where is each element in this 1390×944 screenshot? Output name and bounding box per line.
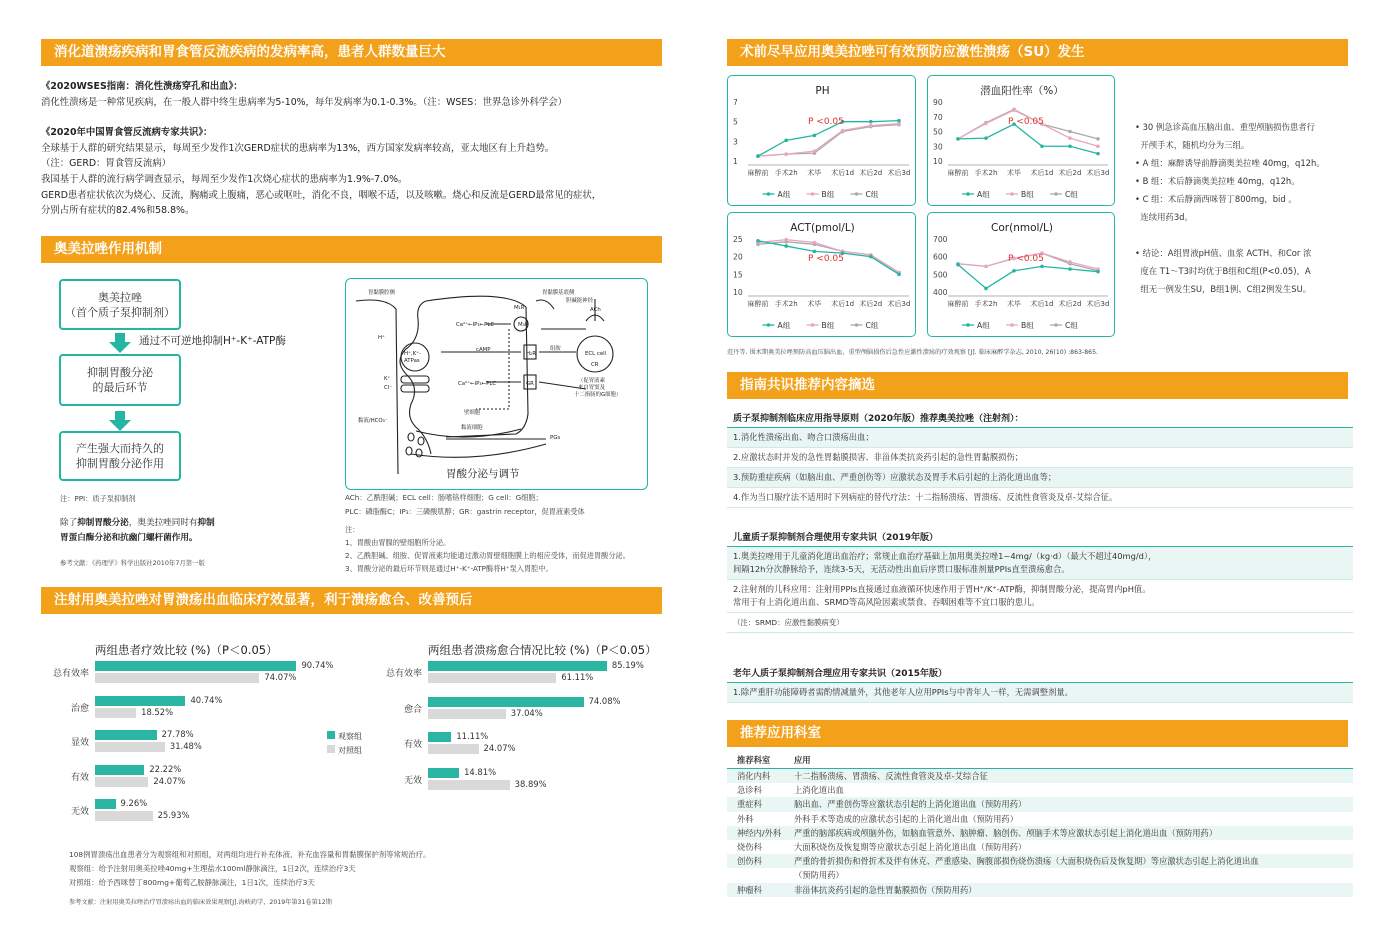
section-header-incidence: 消化道溃疡疾病和胃食管反流疾病的发病率高，患者人群数量巨大 [41,39,662,66]
department-name: 烧伤科 [737,841,762,852]
bar-chart-2-title: 两组患者溃疡愈合情况比较 (%)（P＜0.05） [428,643,657,657]
legend-label: C组 [1065,321,1078,330]
study-summary-line: • 结论：A组胃液pH值、血浆 ACTH、和Cor 浓 [1135,248,1312,258]
series-point [1068,136,1072,140]
legend-marker [811,323,815,327]
series-point [1012,108,1016,112]
bar-value-label: 24.07% [153,775,186,786]
department-row [727,883,1353,897]
legend-marker [966,192,970,196]
x-tick-label: 手术2h [974,300,998,308]
series-point [1012,269,1016,273]
x-tick-label: 手术2h [774,300,798,308]
bar-control [95,742,165,752]
label-m3: M₃R [518,322,529,328]
bar-control [428,780,510,790]
notes-line-1: 1、胃酸由胃腺的壁细胞所分泌。 [345,538,451,547]
department-row [727,783,1353,797]
guideline-block-title: 儿童质子泵抑制剂合理使用专家共识（2019年版） [727,529,1353,547]
cell-boundary-left [400,301,431,454]
legend-marker [1010,323,1014,327]
legend-observation: 观察组 [327,731,362,742]
department-name [727,868,794,882]
x-tick-label: 术毕 [807,169,822,177]
label-kplus: K⁺ [384,376,391,382]
series-line [958,110,1098,146]
department-row [727,840,1353,854]
series-point [1068,267,1072,271]
series-point [784,139,788,143]
series-point [869,120,873,124]
label-basal: 胃黏膜基底侧 [542,290,575,296]
guideline-block-elderly [727,665,1353,703]
guideline-row: 2.应激状态时并发的急性胃黏膜损害、非甾体类抗炎药引起的急性胃黏膜损伤； [727,448,1353,468]
bar-observation [95,661,296,671]
label-h2: H₂R [526,351,536,357]
legend-marker [1054,192,1058,196]
guideline-block-2020 [727,410,1353,508]
bar-control [95,811,153,821]
bar-value-label: 74.08% [588,695,621,706]
guideline-row: 3.预防重症疾病（如脑出血、严重创伤等）应激状态及胃手术后引起的上消化道出血等； [727,468,1353,488]
line-chart-occult-box [927,75,1115,206]
y-tick-label: 7 [733,98,738,107]
x-tick-label: 术后3d [887,169,911,177]
y-tick-label: 50 [933,127,943,137]
study-summary-line: • C 组：术后静滴西咪替丁800mg，bid 。 [1135,194,1297,204]
bar-value-label: 61.11% [561,672,594,682]
department-rows [727,769,1353,897]
y-tick-label: 500 [933,270,948,280]
series-point [1068,260,1072,264]
legend-label: C组 [865,190,879,199]
x-tick-label: 手术2h [974,169,998,177]
x-tick-label: 术后3d [887,300,911,308]
dashed-path [476,329,509,409]
notes-line-3: 3、胃酸分泌的最后环节则是通过H⁺-K⁺-ATP酶将H⁺泵入胃腔中。 [345,564,553,573]
bar-control [95,708,136,718]
line-chart-title: ACT(pmol/L) [790,222,855,234]
department-name: 重症科 [737,799,762,810]
x-tick-label: 术后3d [1086,169,1110,177]
legend-marker [767,323,771,327]
p-value-annotation: P <0.05 [808,254,844,264]
label-lumen: 胃黏膜腔侧 [368,290,395,296]
study-desc-2: 观察组：给予注射用奥美拉唑40mg+生理盐水100ml静脉滴注，1日2次，连续治疗3天 [69,864,356,873]
y-tick-label: 3 [733,137,738,147]
series-point [1096,270,1100,274]
study-summary-line: 组无一例发生SU，B组1例、C组2例发生SU。 [1135,284,1312,294]
channel-1 [401,376,429,383]
x-tick-label: 术后1d [831,300,855,308]
department-name: 肿瘤科 [737,884,762,895]
series-point [984,287,988,291]
department-use: 严重的骨折损伤和骨折术及伴有休克、严重感染、胸腹部损伤烧伤溃疡（大面积烧伤后及恢复期）等应激状态引起上消化道出血 [794,856,1259,867]
x-tick-label: 麻醉前 [747,169,769,177]
guideline-block-title: 质子泵抑制剂临床应用指导原则（2020年版）推荐奥美拉唑（注射剂）： [727,410,1353,428]
bar-control [95,777,148,787]
guideline-row: （注：SRMD：应激性黏膜病变） [727,613,1353,633]
diagram-caption: 胃酸分泌与调节 [446,468,520,480]
department-name: 创伤科 [737,856,762,867]
series-point [756,154,760,158]
label-gr: GR [526,381,534,387]
study-desc-3: 对照组：给予西咪替丁800mg+葡萄乙胺静脉滴注，1日1次，连续治疗3天 [69,878,315,887]
bar-value-label: 37.04% [510,707,543,718]
bar-observation [95,799,116,809]
department-table [727,752,1353,897]
gerd-line-2: （注：GERD：胃食管反流病） [41,158,172,169]
label-gastrin-2: 来自胃窦及 [578,385,605,391]
x-tick-label: 术毕 [807,300,822,308]
mucus-dot-1 [408,433,414,441]
series-line [958,265,1098,289]
study-summary-line: 开颅手术，随机均分为三组。 [1135,140,1250,150]
line-chart-cor-box [927,212,1115,337]
y-tick-label: 400 [933,288,948,297]
bar-category-label: 无效 [403,775,422,786]
department-row [727,797,1353,811]
mechanism-desc-2: 胃蛋白酶分泌和抗幽门螺杆菌作用。 [60,533,198,543]
legend-label: B组 [821,190,835,199]
bar-control [428,673,556,683]
mechanism-desc-1: 除了抑制胃酸分泌，奥美拉唑同时有抑制 [60,518,215,528]
bar-value-label: 90.74% [301,660,334,670]
department-use: （预防用药） [794,870,844,881]
department-use: 大面积烧伤及恢复期等应激状态引起上消化道出血（预防用药） [794,841,1027,852]
legend-label: A组 [977,190,990,199]
efficacy-reference: 参考文献：注射用奥美拉唑治疗胃溃疡出血的临床效果观察[J].海峡药学，2019年第31卷第12期 [69,899,332,906]
section-header-departments: 推荐应用科室 [727,720,1348,747]
legend-marker [767,192,771,196]
series-point [897,119,901,123]
section-header-su: 术前尽早应用奥美拉唑可有效预防应激性溃疡（SU）发生 [727,39,1348,66]
bar-category-label: 总有效率 [52,669,89,679]
series-point [1068,144,1072,148]
department-name: 神经内/外科 [737,827,782,838]
series-point [784,238,788,242]
legend-label: B组 [821,321,835,330]
label-cr: CR [591,362,599,368]
series-point [1040,144,1044,148]
x-tick-label: 术后2d [859,169,883,177]
diagram-svg [346,279,648,490]
series-point [956,263,960,267]
department-use: 严重的脑部疾病或颅脑外伤，如脑血管意外、脑肿瘤、脑创伤、颅脑手术等应激状态引起上消化道出血（预防用药） [794,827,1218,838]
bar-value-label: 25.93% [157,810,190,820]
study-summary-line: 连续用药3d。 [1135,212,1193,222]
study-summary-line: • A 组：麻醉诱导前静滴奥美拉唑 40mg，q12h。 [1135,158,1325,168]
line-chart-act-box [727,212,916,337]
x-tick-label: 术后1d [1030,169,1054,177]
series-point [813,149,817,153]
bar-category-label: 有效 [70,772,89,783]
label-cl: Cl⁻ [384,385,393,391]
label-atpase-2: ATPas [404,358,420,364]
study-desc-1: 108例胃溃疡出血患者分为观察组和对照组，对两组均进行补充体液、补充血容量和胃黏膜保护剂等常规治疗。 [69,850,431,859]
bar-category-label: 总有效率 [385,669,422,679]
line-chart-ph [728,76,916,206]
gastric-acid-diagram [345,278,648,490]
abbr-line-1: ACh：乙酰胆碱；ECL cell：肠嗜铬样细胞；G cell：G细胞； [345,493,543,502]
label-ca2: Ca²⁺←IP₃←PLC [458,381,497,387]
bar-observation [95,696,185,706]
study-summary-line [1135,226,1325,244]
department-use: 外科手术等造成的应激状态引起的上消化道出血（预防用药） [794,813,1019,824]
bar-category-label: 有效 [403,740,422,750]
bar-value-label: 85.19% [611,660,644,670]
y-tick-label: 70 [933,112,943,122]
section-header-mechanism: 奥美拉唑作用机制 [41,236,662,263]
label-gastrin-1: （促胃液素 [578,378,605,384]
mucus-dot-2 [418,437,424,445]
label-ecl: ECL cell [585,351,607,357]
series-point [1096,152,1100,156]
y-tick-label: 30 [933,142,943,152]
bar-observation [95,765,144,775]
guideline-row: 4.作为当口服疗法不适用时下列病症的替代疗法：十二指肠溃疡、胃溃疡、反流性食管炎及卓-艾综合征。 [727,488,1353,508]
series-point [897,273,901,277]
series-point [784,244,788,248]
guideline-block-children [727,529,1353,633]
department-row [727,826,1353,840]
y-tick-label: 600 [933,252,948,262]
flow-box-effect: 产生强大而持久的 抑制胃酸分泌作用 [59,431,181,481]
bar-observation [95,730,157,740]
flow-arrow-2 [109,420,131,431]
bar-value-label: 14.81% [464,766,497,777]
department-use: 非甾体抗炎药引起的急性胃黏膜损伤（预防用药） [794,884,977,895]
guideline-row: 1.消化性溃疡出血、吻合口溃疡出血； [727,428,1353,448]
department-name: 外科 [737,813,754,824]
y-tick-label: 90 [933,98,943,107]
mechanism-reference: 参考文献：《药理学》科学出版社2010年7月第一版 [60,559,205,567]
bar-observation [428,768,459,778]
study-summary [1135,118,1325,298]
bar-value-label: 74.07% [264,672,297,682]
legend-label: B组 [1021,190,1034,199]
legend-label: A组 [777,190,791,199]
bar-value-label: 27.78% [161,729,194,739]
bar-value-label: 24.07% [483,743,516,753]
legend-label: C组 [865,321,879,330]
bar-value-label: 9.26% [120,798,148,808]
series-point [841,129,845,133]
x-tick-label: 术毕 [1007,169,1021,177]
bar-value-label: 11.11% [456,731,489,741]
department-row [727,854,1353,868]
su-reference: 范丹等. 围术期奥美拉唑预防高血压脑出血、重型颅脑损伤后急性应激性溃疡的疗效观察 [J]. 临床麻醉学杂志, 2010, 26(10) :863-865. [727,349,1098,356]
bar-observation [428,697,584,707]
series-point [813,250,817,254]
legend-marker [966,323,970,327]
abbr-line-2: PLC：磷脂酶C；IP₃：三磷酸肌醇；GR：gastrin receptor，促胃液素受体 [345,507,585,516]
notes-line-2: 2、乙酰胆碱、组胺、促胃液素均能通过激动胃壁细胞膜上的相应受体，而促进胃酸分泌。 [345,551,630,560]
surface-cell-line [411,444,546,457]
department-name: 急诊科 [737,785,762,796]
line-chart-occult [928,76,1115,206]
x-tick-label: 麻醉前 [747,300,769,308]
line-chart-ph-box [727,75,916,206]
department-use: 十二指肠溃疡、胃溃疡、反流性食管炎及卓-艾综合征 [794,771,988,781]
flow-box-inhibit: 抑制胃酸分泌 的最后环节 [59,354,181,406]
label-camp: cAMP [476,347,491,353]
department-row [727,769,1353,783]
bar-control [95,673,259,683]
x-tick-label: 麻醉前 [947,169,969,177]
x-tick-label: 术后1d [1030,300,1054,308]
label-m1: M₁R [514,305,525,311]
guideline-title-wses: 《2020WSES指南：消化性溃疡穿孔和出血》： [41,81,243,92]
series-point [984,122,988,126]
guideline-row: 1.除严重肝功能障碍者需酌情减量外，其他老年人应用PPIs与中青年人一样，无需调整剂量。 [727,683,1353,703]
legend-control: 对照组 [327,745,362,756]
mucus-dot-3 [406,447,412,455]
legend-marker [1054,323,1058,327]
line-chart-cor [928,213,1115,337]
gerd-line-3: 我国基于人群的流行病学调查显示，每周至少发作1次烧心症状的患病率为1.9%-7.0%。 [41,174,408,185]
section-header-efficacy: 注射用奥美拉唑对胃溃疡出血临床疗效显著，利于溃疡愈合、改善预后 [41,587,662,614]
y-tick-label: 20 [733,252,743,262]
flow-box-omeprazole: 奥美拉唑 （首个质子泵抑制剂） [59,279,181,330]
y-tick-label: 10 [933,157,943,166]
bar-category-label: 愈合 [403,704,422,715]
label-pgs: PGs [550,435,561,441]
series-point [813,241,817,245]
label-nerve: 胆碱能神经 [566,298,593,304]
series-point [784,152,788,156]
series-point [1096,137,1100,141]
guideline-text-wses: 消化性溃疡是一种常见疾病，在一般人群中终生患病率为5-10%，每年发病率为0.1-0.3%。（注：WSES：世界急诊外科学会） [41,97,567,108]
x-tick-label: 术后3d [1086,300,1110,308]
bar-category-label: 显效 [70,738,89,748]
mucosa-right-line [536,300,554,309]
study-summary-line: 度在 T1～T3时均优于B组和C组(P<0.05)，A [1135,266,1311,276]
label-surface: 黏液细胞 [461,425,483,431]
guideline-row: 2.注射剂的儿科应用：注射用PPIs直接通过血液循环快速作用于胃H⁺/K⁺-ATP酶，抑制胃酸分泌，提高胃内pH值。 常用于有上消化道出血、SRMD等高风险因素或禁食、吞咽困难等不宜口服的患儿。 [727,580,1353,613]
notes-title: 注： [345,525,360,534]
p-value-annotation: P <0.05 [1008,117,1044,127]
series-point [956,137,960,141]
legend-marker [811,192,815,196]
department-use: 脑出血、严重创伤等应激状态引起的上消化道出血（预防用药） [794,799,1027,810]
legend-label: C组 [1065,190,1078,199]
bar-value-label: 38.89% [514,778,547,789]
label-ca1: Ca²⁺←IP₃←PLC [456,322,495,328]
label-gastrin-3: 十二指肠的G细胞） [574,392,622,398]
y-tick-label: 700 [933,235,948,244]
label-ach-top: ACh [590,307,601,313]
x-tick-label: 术后1d [831,169,855,177]
y-tick-label: 1 [733,157,738,166]
bar-value-label: 22.22% [149,763,182,774]
series-point [869,255,873,259]
department-name: 消化内科 [737,771,771,781]
mucus-dot-4 [416,449,422,457]
series-point [1068,130,1072,134]
department-use: 上消化道出血 [794,785,844,796]
flow-arrow-1 [109,342,131,353]
series-point [984,265,988,269]
atpase-circle [401,343,429,371]
bar-chart-1-title: 两组患者疗效比较 (%)（P＜0.05） [95,643,278,657]
legend-marker [1010,192,1014,196]
bar-category-label: 治愈 [70,703,89,714]
series-point [756,239,760,243]
bar-control [428,709,506,719]
department-row [727,868,1353,882]
note-ppi: 注：PPI：质子泵抑制剂 [60,494,136,503]
department-row [727,812,1353,826]
study-summary-line: • B 组：术后静滴奥美拉唑 40mg，q12h。 [1135,176,1300,186]
bar-value-label: 31.48% [169,741,202,751]
label-histamine: 组胺 [550,346,561,352]
series-line [958,124,1098,154]
label-wall: 壁细胞 [464,410,481,416]
guideline-title-gerd: 《2020年中国胃食管反流病专家共识》： [41,127,213,138]
bar-control [428,744,479,754]
line-chart-act [728,213,916,337]
x-tick-label: 麻醉前 [947,300,969,308]
study-summary-line: • 30 例急诊高血压脑出血、重型颅脑损伤患者行 [1135,122,1316,132]
p-value-annotation: P <0.05 [1008,254,1044,264]
legend-marker [855,192,859,196]
label-mucus: 黏液/HCO₃⁻ [358,418,388,424]
legend-label: A组 [977,321,990,330]
x-tick-label: 术后2d [859,300,883,308]
y-tick-label: 25 [733,235,743,244]
gerd-line-1: 全球基于人群的研究结果显示，每周至少发作1次GERD症状的患病率为13%，西方国家发病率较高，亚太地区有上升趋势。 [41,143,555,154]
guideline-row: 1.奥美拉唑用于儿童消化道出血治疗；常规止血治疗基础上加用奥美拉唑1~4mg/（kg·d）（最大不超过40mg/d）， 间隔12h分次静脉给予，连续3-5天，无活动性出血后序贯口服标准剂量PPIs直至溃疡愈合。 [727,547,1353,580]
bar-category-label: 无效 [70,807,89,817]
bar-value-label: 18.52% [141,706,174,717]
x-tick-label: 术后2d [1058,300,1082,308]
y-tick-label: 15 [733,270,743,280]
series-point [984,136,988,140]
p-value-annotation: P <0.05 [808,117,844,127]
series-point [813,134,817,138]
series-point [1040,265,1044,269]
x-tick-label: 手术2h [774,169,798,177]
legend-label: A组 [777,321,791,330]
line-chart-title: 潜血阳性率（%） [980,85,1064,97]
series-point [869,124,873,128]
legend-marker [855,323,859,327]
gerd-line-4: GERD患者症状依次为烧心、反流，胸痛或上腹痛，恶心或呕吐，消化不良，咽喉不适，以及咳嗽。烧心和反流是GERD最常见的症状， [41,190,602,201]
label-atpase-1: H⁺,K⁺- [404,351,421,357]
label-hplus: H⁺ [378,335,385,341]
bar-value-label: 40.74% [190,694,223,705]
bar-observation [428,661,607,671]
y-tick-label: 5 [733,117,738,127]
guideline-block-title: 老年人质子泵抑制剂合理应用专家共识（2015年版） [727,665,1353,683]
y-tick-label: 10 [733,288,743,297]
x-tick-label: 术后2d [1058,169,1082,177]
department-table-header: 推荐科室 应用 [727,752,1353,769]
section-header-guidelines: 指南共识推荐内容摘选 [727,372,1348,399]
series-point [1096,144,1100,148]
legend-label: B组 [1021,321,1034,330]
flow-arrow-text: 通过不可逆地抑制H⁺-K⁺-ATP酶 [139,335,286,347]
line-chart-title: Cor(nmol/L) [991,222,1053,234]
gerd-line-5: 分别占所有症状的82.4%和58.8%。 [41,205,195,216]
bar-observation [428,732,451,742]
line-chart-title: PH [815,85,830,97]
x-tick-label: 术毕 [1007,300,1021,308]
